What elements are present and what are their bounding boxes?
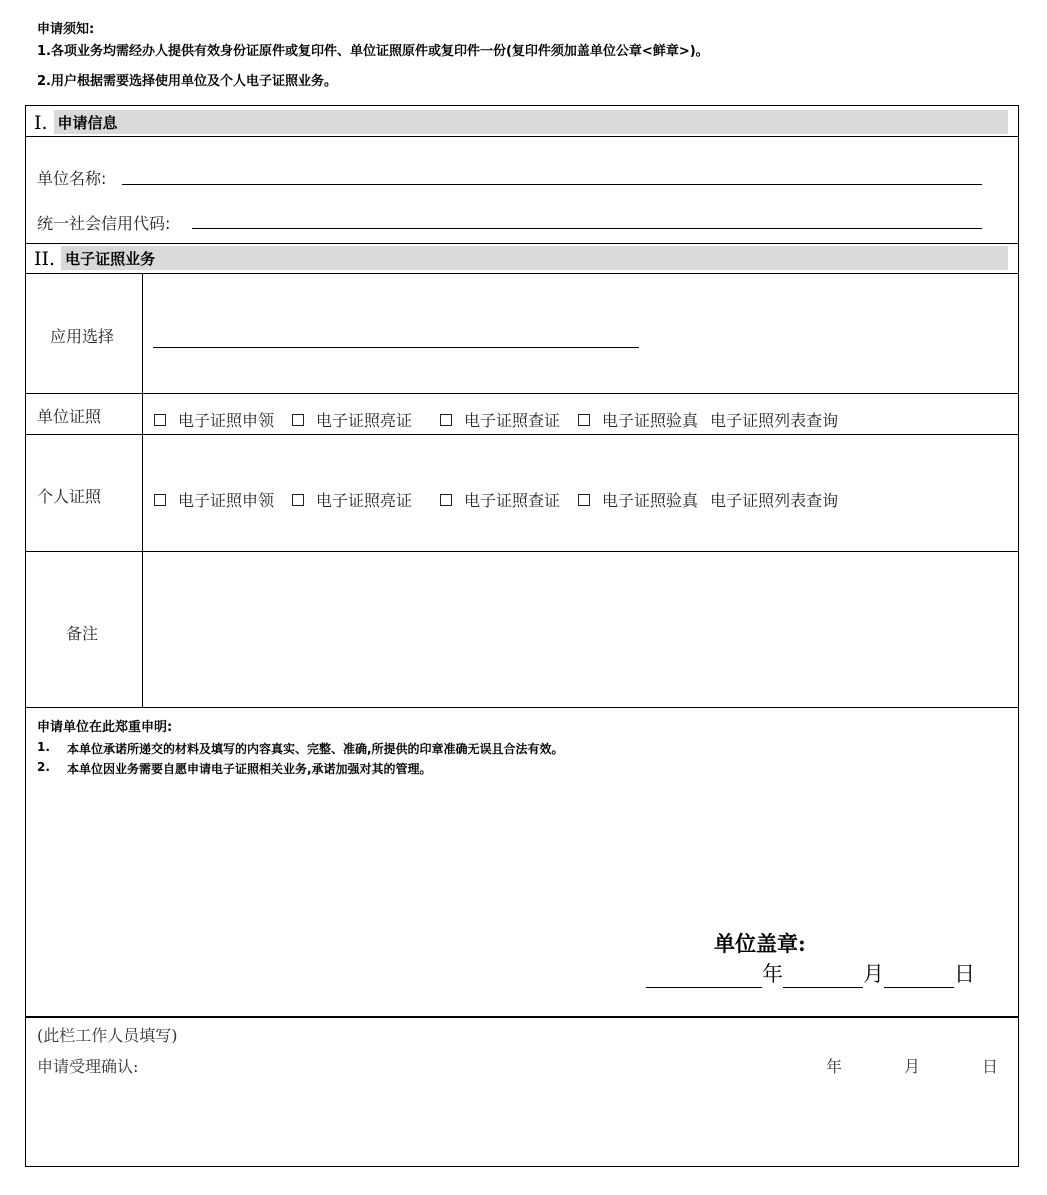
year-field[interactable] [646, 965, 762, 988]
accept-month-label: 月 [904, 1057, 921, 1076]
personal-license-label: 个人证照 [37, 487, 102, 506]
day-label: 日 [954, 962, 975, 986]
org-option-list-query[interactable] [710, 408, 838, 431]
year-label: 年 [762, 962, 783, 986]
personal-option-show[interactable] [292, 488, 412, 511]
option-label: 电子证照亮证 [316, 491, 413, 510]
org-option-show[interactable] [292, 408, 412, 431]
divider [26, 1016, 1018, 1018]
credit-code-field[interactable] [192, 228, 982, 229]
divider [26, 136, 1018, 137]
month-label: 月 [863, 962, 884, 986]
personal-license-options [154, 488, 838, 511]
checkbox-icon[interactable] [578, 494, 590, 506]
staff-note: (此栏工作人员填写) [37, 1026, 178, 1045]
checkbox-icon[interactable] [292, 414, 304, 426]
org-name-field[interactable] [122, 184, 982, 185]
application-form [25, 105, 1019, 1167]
org-option-query[interactable] [440, 408, 560, 431]
item-number: 2. [37, 760, 50, 774]
org-license-label: 单位证照 [37, 407, 102, 426]
option-label: 电子证照亮证 [316, 411, 413, 430]
org-license-options [154, 408, 838, 431]
section-2-title-text: 电子证照业务 [65, 249, 156, 268]
declaration-title: 申请单位在此郑重申明: [37, 720, 173, 735]
divider [26, 707, 1018, 708]
divider [26, 273, 1018, 274]
checkbox-icon[interactable] [292, 494, 304, 506]
section-2-number: II. [34, 248, 56, 270]
personal-option-verify[interactable] [578, 488, 698, 511]
option-label: 电子证照申领 [178, 491, 275, 510]
checkbox-icon[interactable] [154, 414, 166, 426]
personal-option-list-query[interactable] [710, 488, 838, 511]
section-2-title [61, 246, 1008, 270]
org-name-label: 单位名称: [37, 169, 107, 188]
personal-option-query[interactable] [440, 488, 560, 511]
checkbox-icon[interactable] [440, 494, 452, 506]
credit-code-label: 统一社会信用代码: [37, 214, 171, 233]
option-label: 电子证照列表查询 [710, 491, 839, 510]
item-number: 1. [37, 740, 50, 754]
divider [26, 393, 1018, 394]
accept-label: 申请受理确认: [37, 1057, 139, 1076]
option-label: 电子证照验真 [602, 491, 699, 510]
seal-label: 单位盖章: [714, 931, 806, 956]
remarks-label: 备注 [66, 624, 99, 643]
month-field[interactable] [783, 965, 863, 988]
item-text: 本单位承诺所递交的材料及填写的内容真实、完整、准确,所提供的印章准确无误且合法有效。 [67, 742, 564, 756]
declaration-item-1 [37, 740, 564, 757]
option-label: 电子证照验真 [602, 411, 699, 430]
org-option-apply[interactable] [154, 408, 274, 431]
checkbox-icon[interactable] [578, 414, 590, 426]
section-1-number: I. [34, 112, 48, 134]
checkbox-icon[interactable] [440, 414, 452, 426]
item-text: 本单位因业务需要自愿申请电子证照相关业务,承诺加强对其的管理。 [67, 762, 432, 776]
divider [26, 434, 1018, 435]
divider [26, 243, 1018, 244]
accept-year-label: 年 [826, 1057, 843, 1076]
section-1-title [54, 110, 1008, 134]
option-label: 电子证照申领 [178, 411, 275, 430]
app-select-label: 应用选择 [50, 327, 115, 346]
remarks-field[interactable] [144, 553, 1018, 706]
seal-date [646, 958, 975, 988]
section-1-header [34, 110, 1008, 134]
notice-item-1: 1.各项业务均需经办人提供有效身份证原件或复印件、单位证照原件或复印件一份(复印件须加盖单位公章<鲜章>)。 [37, 44, 709, 59]
option-label: 电子证照列表查询 [710, 411, 839, 430]
option-label: 电子证照查证 [464, 491, 561, 510]
personal-option-apply[interactable] [154, 488, 274, 511]
org-option-verify[interactable] [578, 408, 698, 431]
section-1-title-text: 申请信息 [57, 113, 118, 132]
section-2-header [34, 246, 1008, 270]
app-select-field[interactable] [153, 347, 639, 348]
declaration-item-2 [37, 760, 432, 777]
option-label: 电子证照查证 [464, 411, 561, 430]
divider [26, 551, 1018, 552]
day-field[interactable] [884, 965, 954, 988]
checkbox-icon[interactable] [154, 494, 166, 506]
accept-day-label: 日 [982, 1057, 999, 1076]
notice-item-2: 2.用户根据需要选择使用单位及个人电子证照业务。 [37, 74, 337, 89]
column-divider [142, 273, 143, 707]
notice-title: 申请须知: [37, 22, 95, 37]
